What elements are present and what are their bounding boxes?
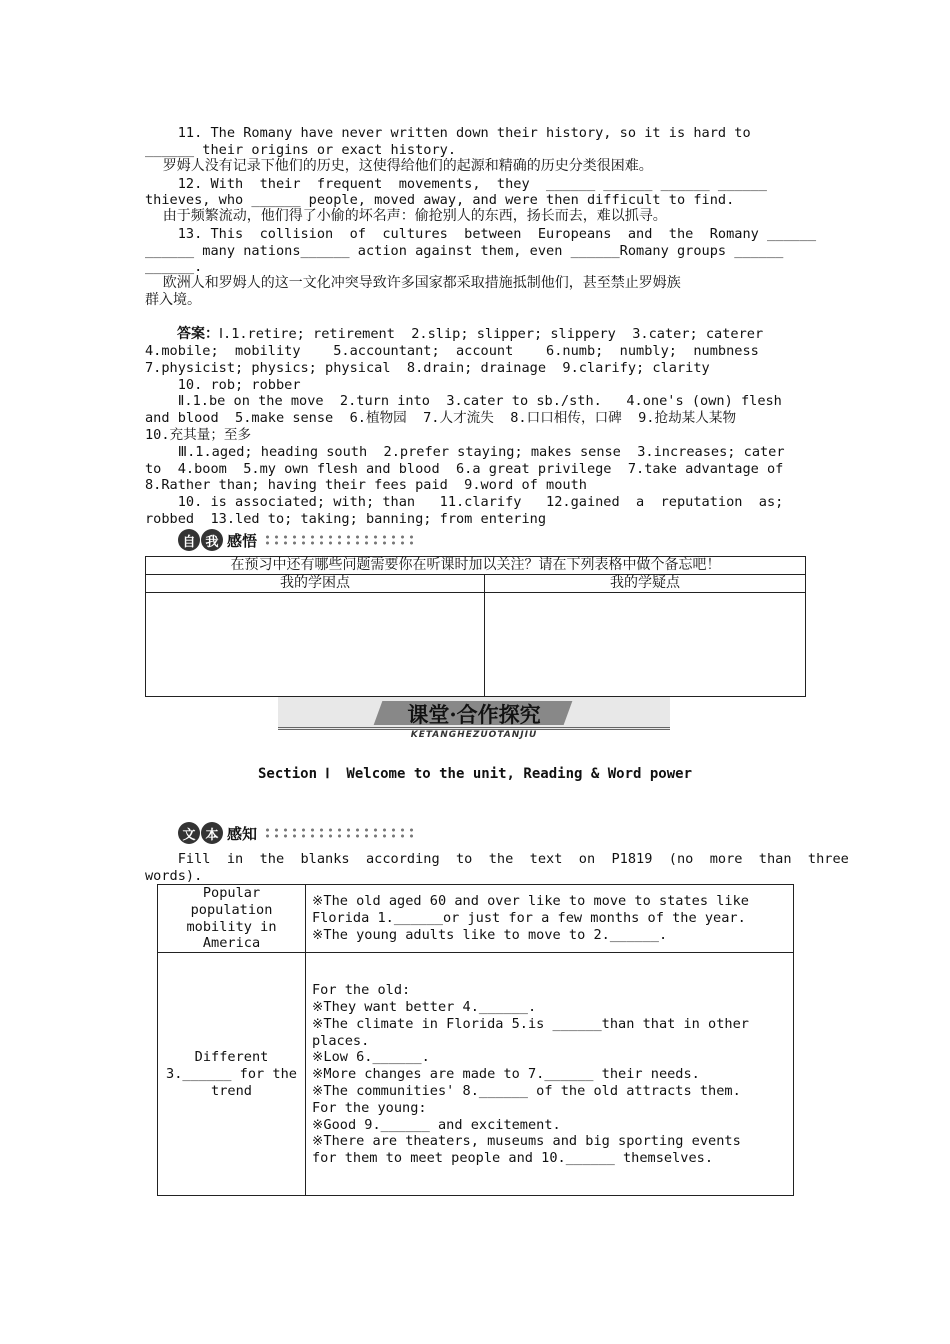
answer-line-5: Ⅱ.1.be on the move 2.turn into 3.cater to sb./sth. 4.one's (own) flesh bbox=[145, 393, 782, 409]
q12-line2: thieves, who ______ people, moved away, and were then difficult to find. bbox=[145, 192, 735, 208]
badge-char-2: 我 bbox=[201, 529, 223, 551]
answer-line-2: 4.mobile; mobility 5.accountant; account 6.numb; numbly; numbness bbox=[145, 343, 759, 359]
q13-translation-2: 群入境。 bbox=[145, 292, 201, 308]
memo-col-difficulties: 我的学困点 bbox=[146, 575, 485, 593]
badge-char-1: 文 bbox=[178, 822, 200, 844]
class-cooperation-banner bbox=[278, 697, 670, 747]
badge-char-2: 本 bbox=[201, 822, 223, 844]
dotted-decoration bbox=[263, 827, 413, 839]
answer-label: 答案： bbox=[177, 326, 219, 342]
badge-word: 感知 bbox=[227, 824, 258, 843]
answer-line-11: 10. is associated; with; than 11.clarify 12.gained a reputation as; bbox=[145, 494, 784, 510]
row1-content: ※The old aged 60 and over like to move to states like Florida 1.______or just for a few months of the year. ※The young adults like to move to 2.______. bbox=[306, 885, 794, 953]
self-reflection-heading bbox=[178, 529, 413, 551]
q13-line1: 13. This collision of cultures between Europeans and the Romany ______ bbox=[145, 226, 817, 242]
answer-line-9: to 4.boom 5.my own flesh and blood 6.a great privilege 7.take advantage of bbox=[145, 461, 784, 477]
answer-line-7: 10.充其量；至多 bbox=[145, 427, 252, 443]
fill-table bbox=[157, 884, 794, 1196]
answer-line-10: 8.Rather than; having their fees paid 9.word of mouth bbox=[145, 477, 587, 493]
badge-char-1: 自 bbox=[178, 529, 200, 551]
q11-line1: 11. The Romany have never written down their history, so it is hard to bbox=[145, 125, 751, 141]
answer-line-4: 10. rob; robber bbox=[145, 377, 301, 393]
text-perception-heading bbox=[178, 822, 413, 844]
fill-instruction-line2: words). bbox=[145, 868, 203, 884]
row2-content: For the old: ※They want better 4.______. ※The climate in Florida 5.is ______than that in other places. ※Low 6.______. ※More changes are made to 7.______ their needs. ※The communities' 8.______ of the old attracts them. For the young: ※Good 9.______ and excitement. ※There are theaters, museums and big sporting events for them to meet people and 10.______ themselves. bbox=[306, 953, 794, 1196]
section-title: Section Ⅰ Welcome to the unit, Reading & Word power bbox=[258, 766, 692, 782]
q11-translation: 罗姆人没有记录下他们的历史，这使得给他们的起源和精确的历史分类很困难。 bbox=[145, 158, 653, 174]
banner-title: 课堂·合作探究 bbox=[407, 702, 541, 727]
memo-cell-difficulties[interactable] bbox=[146, 593, 485, 697]
memo-col-doubts: 我的学疑点 bbox=[485, 575, 806, 593]
answer-line-3: 7.physicist; physics; physical 8.drain; drainage 9.clarify; clarity bbox=[145, 360, 710, 376]
answer-line-6: and blood 5.make sense 6.植物园 7.人才流失 8.口口相传，口碑 9.抢劫某人某物 bbox=[145, 410, 737, 426]
row1-head: Popular population mobility in America bbox=[158, 885, 306, 953]
dotted-decoration bbox=[263, 534, 413, 546]
row2-head: Different 3.______ for the trend bbox=[158, 953, 306, 1196]
answer-line-12: robbed 13.led to; taking; banning; from entering bbox=[145, 511, 547, 527]
q13-line3: ______. bbox=[145, 259, 203, 275]
banner-subtitle: KETANGHEZUOTANJIU bbox=[410, 730, 538, 740]
answer-line-1: 答案：Ⅰ.1.retire; retirement 2.slip; slipper; slippery 3.cater; caterer bbox=[145, 326, 806, 343]
fill-instruction-line1: Fill in the blanks according to the text on P1819 (no more than three bbox=[145, 851, 849, 867]
q13-translation-1: 欧洲人和罗姆人的这一文化冲突导致许多国家都采取措施抵制他们，甚至禁止罗姆族 bbox=[145, 275, 681, 291]
memo-cell-doubts[interactable] bbox=[485, 593, 806, 697]
badge-word: 感悟 bbox=[227, 531, 258, 550]
q12-translation: 由于频繁流动，他们得了小偷的坏名声：偷抢别人的东西，扬长而去，难以抓寻。 bbox=[145, 208, 667, 224]
q11-line2: ______ their origins or exact history. bbox=[145, 142, 456, 158]
memo-table bbox=[145, 556, 806, 697]
q13-line2: ______ many nations______ action against them, even ______Romany groups ______ bbox=[145, 243, 784, 259]
answer-line-8: Ⅲ.1.aged; heading south 2.prefer staying; makes sense 3.increases; cater bbox=[145, 444, 785, 460]
q12-line1: 12. With their frequent movements, they ______ ______ ______ ______ bbox=[145, 176, 767, 192]
memo-instruction: 在预习中还有哪些问题需要你在听课时加以关注？请在下列表格中做个备忘吧！ bbox=[146, 557, 806, 575]
